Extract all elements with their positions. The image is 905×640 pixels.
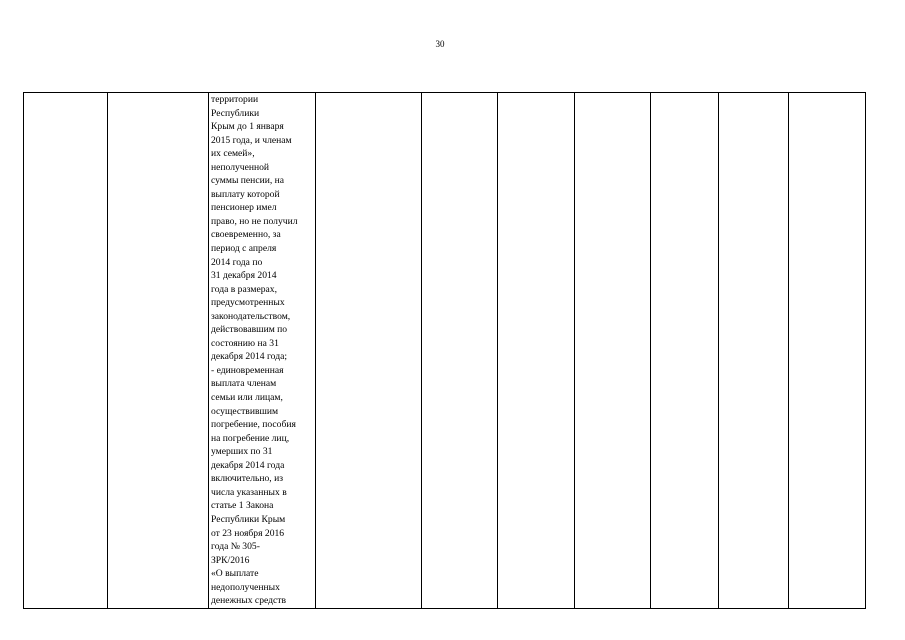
text-line: выплату которой [211, 188, 280, 200]
text-line: недополученных [211, 581, 280, 593]
table-cell-6 [498, 93, 575, 609]
text-line: право, но не получил [211, 215, 298, 227]
table-cell-8 [651, 93, 719, 609]
text-line: предусмотренных [211, 297, 285, 309]
text-line: своевременно, за [211, 229, 281, 241]
text-line: на погребение лиц, [211, 432, 290, 444]
text-line: декабря 2014 года [211, 459, 285, 471]
text-line: 2014 года по [211, 256, 263, 268]
table-cell-4 [316, 93, 422, 609]
text-line: территории [211, 94, 259, 105]
text-line: 2015 года, и членам [211, 134, 292, 146]
table-cell-10 [789, 93, 866, 609]
text-line: 31 декабря 2014 [211, 270, 277, 282]
text-line: числа указанных в [211, 486, 287, 498]
text-line: пенсионер имел [211, 202, 277, 214]
text-line: неполученной [211, 161, 270, 173]
table-cell-2 [108, 93, 209, 609]
description-text [209, 93, 315, 608]
text-line: ЗРК/2016 [211, 554, 250, 566]
text-line: года в размерах, [211, 283, 277, 295]
text-line: от 23 ноября 2016 [211, 527, 285, 539]
text-line: денежных средств [211, 595, 286, 607]
document-table [23, 92, 866, 609]
text-line: Крым до 1 января [211, 121, 284, 133]
table-row [24, 93, 866, 609]
table-cell-5 [422, 93, 498, 609]
text-line: период с апреля [211, 243, 277, 255]
text-line: статье 1 Закона [211, 500, 274, 512]
text-line: года № 305- [211, 541, 260, 553]
text-line: «О выплате [211, 568, 259, 580]
table-cell-1 [24, 93, 108, 609]
text-line: их семей», [211, 148, 255, 160]
text-line: осуществившим [211, 405, 279, 417]
text-line: семьи или лицам, [211, 392, 283, 404]
table-cell-description [209, 93, 316, 609]
text-line: включительно, из [211, 473, 284, 485]
text-line: декабря 2014 года; [211, 351, 288, 363]
text-line: - единовременная [211, 364, 284, 376]
text-line: действовавшим по [211, 324, 288, 336]
text-line: Республики [211, 107, 260, 119]
text-line: умерших по 31 [211, 446, 273, 458]
page-number: 30 [435, 39, 445, 49]
text-line: погребение, пособия [211, 419, 296, 431]
text-line: состоянию на 31 [211, 337, 279, 349]
text-line: суммы пенсии, на [211, 175, 285, 187]
table-cell-9 [719, 93, 789, 609]
table-cell-7 [575, 93, 651, 609]
text-line: Республики Крым [211, 513, 286, 525]
text-line: законодательством, [211, 310, 291, 322]
text-line: выплата членам [211, 378, 277, 390]
